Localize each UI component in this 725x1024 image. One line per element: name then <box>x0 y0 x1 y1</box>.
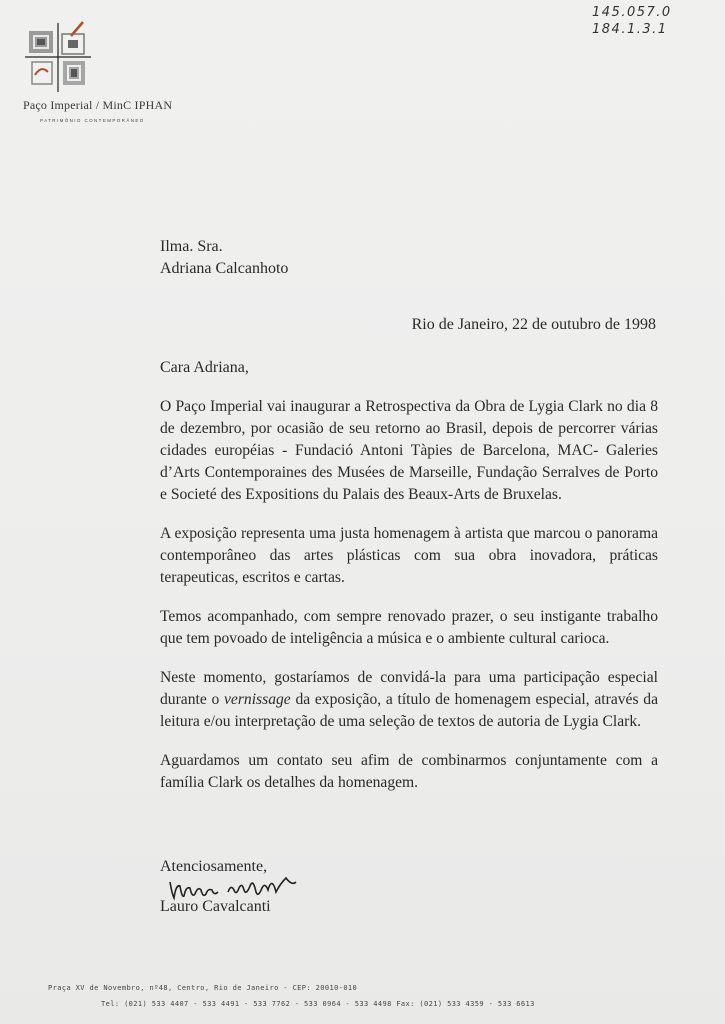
archive-marks <box>592 4 672 38</box>
archive-number-2: 184.1.3.1 <box>592 22 668 37</box>
footer-address: Praça XV de Novembro, nº48, Centro, Rio de Janeiro - CEP: 20010-010 <box>48 984 358 992</box>
paco-imperial-logo-icon <box>23 20 93 95</box>
paragraph-2: A exposição representa uma justa homenagem à artista que marcou o panorama contemporâneo das artes plásticas com sua obra inovadora, práticas terapeuticas, escritos e cartas. <box>160 525 658 586</box>
paragraph-4-part-2: da exposição, a título de homenagem especial, através da leitura e/ou interpretação de uma seleção de textos de autoria de Lygia Clark. <box>160 691 658 730</box>
paragraph-4 <box>160 667 658 733</box>
archive-number-1: 145.057.0 <box>592 5 672 20</box>
vernissage-term: vernissage <box>224 691 291 708</box>
closing: Atenciosamente, <box>160 858 268 875</box>
paragraph-1: O Paço Imperial vai inaugurar a Retrospectiva da Obra de Lygia Clark no dia 8 de dezembro, por ocasião de seu retorno ao Brasil, depois de percorrer várias cidades européias - Fundació Antoni Tàpies de Barcelona, MAC- Galeries d’Arts Contemporaines des Musées de Marseille, Fundação Serralves de Porto e Societé des Expositions du Palais des Beaux-Arts de Bruxelas. <box>160 398 658 503</box>
organization-name: Paço Imperial / MinC IPHAN <box>23 98 173 112</box>
paragraph-4-part-1: Neste momento, gostaríamos de convidá-la para uma participação especial durante o <box>160 669 658 708</box>
footer-phones: Tel: (021) 533 4407 - 533 4491 - 533 7762 - 533 0964 - 533 4498 Fax: (021) 533 4359 - 533 6613 <box>101 1000 535 1008</box>
signer-name: Lauro Cavalcanti <box>160 898 271 915</box>
paragraph-5: Aguardamos um contato seu afim de combinarmos conjuntamente com a família Clark os detalhes da homenagem. <box>160 752 658 791</box>
recipient-name: Adriana Calcanhoto <box>160 260 289 277</box>
recipient-block <box>160 236 288 280</box>
letter-body <box>160 396 658 811</box>
organization-subtitle: PATRIMÔNIO CONTEMPORÂNEO <box>40 118 145 123</box>
paragraph-3: Temos acompanhado, com sempre renovado prazer, o seu instigante trabalho que tem povoado de inteligência a música e o ambiente cultural carioca. <box>160 608 658 647</box>
letter-date: Rio de Janeiro, 22 de outubro de 1998 <box>411 316 656 333</box>
salutation: Cara Adriana, <box>160 359 249 376</box>
recipient-title: Ilma. Sra. <box>160 238 223 255</box>
